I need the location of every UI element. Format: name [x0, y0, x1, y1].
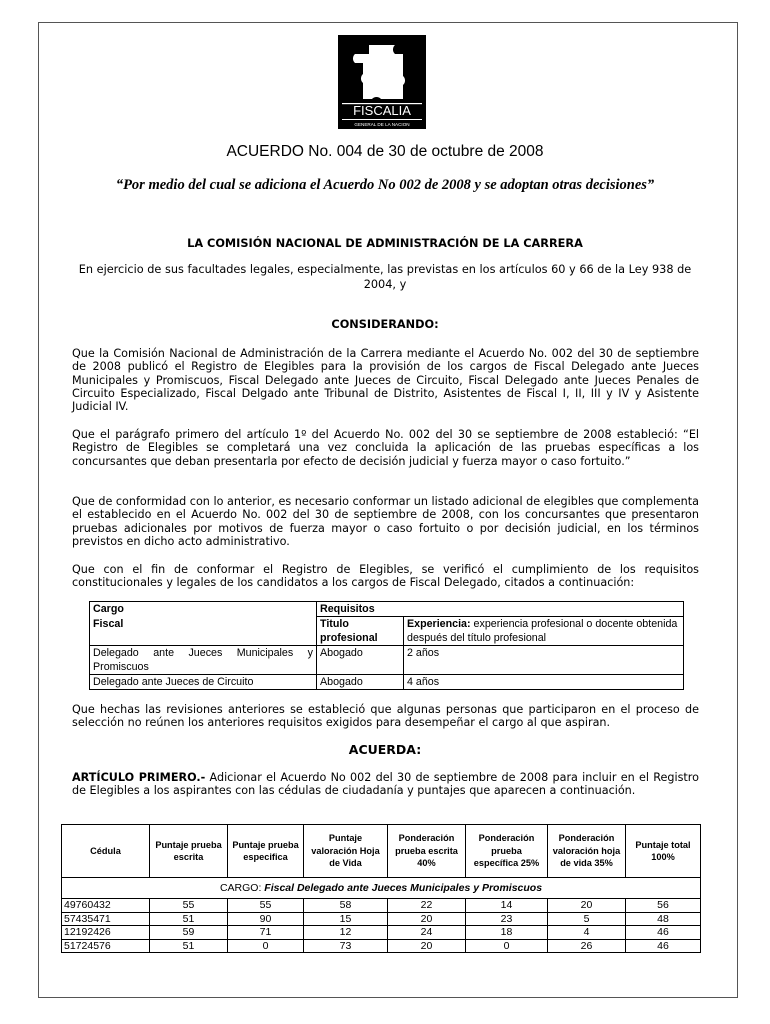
commission-heading: LA COMISIÓN NACIONAL DE ADMINISTRACIÓN DE LA CARRERA [187, 237, 583, 250]
table-row [62, 939, 701, 953]
paragraph-2: Que el parágrafo primero del artículo 1º del Acuerdo No. 002 del 30 se septiembre de 2008 estableció: “El Registro de Elegibles se completará una vez concluida la aplicación de las pruebas específicas a los concursantes que deban presentarla por efecto de decisión judicial y fuerza mayor o caso fortuito.” [72, 428, 699, 468]
cell-total: 48 [626, 912, 701, 926]
scores-table [61, 824, 701, 953]
col-puntaje-especifica: Puntaje prueba especifica [228, 825, 304, 878]
cell: 20 [388, 912, 466, 926]
col-pond-especifica: Ponderación prueba específica 25% [466, 825, 548, 878]
cell: 24 [388, 926, 466, 940]
cell: 22 [388, 899, 466, 913]
cell: 55 [150, 899, 228, 913]
article-text: Adicionar el Acuerdo No 002 del 30 de septiembre de 2008 para incluir en el Registro de Elegibles a los aspirantes con las cédulas de ciudadanía y puntajes que aparecen a continuación. [72, 771, 699, 798]
exercise-statement: En ejercicio de sus facultades legales, especialmente, las previstas en los artículos 60 y 66 de la Ley 938 de 2004, y [78, 263, 692, 291]
table-row [90, 646, 684, 675]
table-row [62, 926, 701, 940]
cell: 55 [228, 899, 304, 913]
req-exp-label: Experiencia: [407, 618, 471, 630]
req-sub-fiscal: Fiscal [90, 617, 317, 646]
req-head-requisitos: Requisitos [317, 602, 684, 617]
cell: 90 [228, 912, 304, 926]
req-head-cargo: Cargo [90, 602, 317, 617]
acuerda-heading: ACUERDA: [348, 742, 422, 757]
req-sub-titulo: Titulo profesional [317, 617, 404, 646]
cell: 4 [548, 926, 626, 940]
article-label: ARTÍCULO PRIMERO.- [72, 771, 206, 784]
article-one [72, 771, 699, 798]
cell: 73 [304, 939, 388, 953]
document-subtitle: “Por medio del cual se adiciona el Acuerdo No 002 de 2008 y se adoptan otras decisiones” [115, 177, 655, 193]
cargo-row [62, 878, 701, 899]
fiscalia-logo [338, 35, 426, 129]
cargo-label: CARGO: [219, 881, 262, 894]
cell: 0 [228, 939, 304, 953]
cell: 0 [466, 939, 548, 953]
col-pond-hv: Ponderación valoración hoja de vida 35% [548, 825, 626, 878]
cell: 18 [466, 926, 548, 940]
table-row [62, 899, 701, 913]
cargo-cell [62, 878, 701, 899]
cell: 23 [466, 912, 548, 926]
cell: 71 [228, 926, 304, 940]
cell: 20 [388, 939, 466, 953]
cell: 14 [466, 899, 548, 913]
cell: 12 [304, 926, 388, 940]
requirements-table [89, 601, 684, 690]
req-cargo: Delegado ante Jueces de Circuito [90, 675, 317, 690]
document-title: ACUERDO No. 004 de 30 de octubre de 2008 [226, 143, 544, 160]
cell: 51 [150, 939, 228, 953]
cell-cedula: 57435471 [62, 912, 150, 926]
cell-cedula: 12192426 [62, 926, 150, 940]
requirements-subheader-row [90, 617, 684, 646]
table-row [90, 675, 684, 690]
paragraph-4: Que con el fin de conformar el Registro de Elegibles, se verificó el cumplimiento de los requisitos constitucionales y legales de los candidatos a los cargos de Fiscal Delegado, citados a continuación: [72, 563, 699, 590]
cargo-value: Fiscal Delegado ante Jueces Municipales y Promiscuos [264, 881, 543, 894]
col-puntaje-escrita: Puntaje prueba escrita [150, 825, 228, 878]
cell-total: 46 [626, 939, 701, 953]
logo-name: FISCALIA [353, 103, 411, 118]
cell-total: 56 [626, 899, 701, 913]
scores-header-row [62, 825, 701, 878]
requirements-header-row [90, 602, 684, 617]
cell: 20 [548, 899, 626, 913]
cell: 26 [548, 939, 626, 953]
col-total: Puntaje total 100% [626, 825, 701, 878]
req-sub-experiencia [404, 617, 684, 646]
cell-cedula: 49760432 [62, 899, 150, 913]
cell: 59 [150, 926, 228, 940]
cell: 58 [304, 899, 388, 913]
cell-cedula: 51724576 [62, 939, 150, 953]
cell: 5 [548, 912, 626, 926]
req-experiencia: 2 años [404, 646, 684, 675]
req-experiencia: 4 años [404, 675, 684, 690]
col-cedula: Cédula [62, 825, 150, 878]
paragraph-5: Que hechas las revisiones anteriores se estableció que algunas personas que participaron en el proceso de selección no reúnen los anteriores requisitos exigidos para desempeñar el cargo al que aspiran. [72, 703, 699, 730]
col-pond-escrita: Ponderación prueba escrita 40% [388, 825, 466, 878]
cell: 51 [150, 912, 228, 926]
considerando-heading: CONSIDERANDO: [331, 318, 439, 331]
req-titulo: Abogado [317, 675, 404, 690]
paragraph-3: Que de conformidad con lo anterior, es necesario conformar un listado adicional de elegibles que complementa el establecido en el Acuerdo No. 002 del 30 de septiembre de 2008, con los concursantes que presentaron pruebas adicionales por motivos de fuerza mayor o caso fortuito o por decisión judicial, en los términos previstos en dicho acto administrativo. [72, 495, 699, 548]
table-row [62, 912, 701, 926]
col-valoracion-hv: Puntaje valoración Hoja de Vida [304, 825, 388, 878]
paragraph-1: Que la Comisión Nacional de Administración de la Carrera mediante el Acuerdo No. 002 del 30 de septiembre de 2008 publicó el Registro de Elegibles para la provisión de los cargos de Fiscal Delegado ante Jueces Municipales y Promiscuos, Fiscal Delegado ante Jueces de Circuito, Fiscal Delegado ante Jueces Penales de Circuito Especializado, Fiscal Delgado ante Tribunal de Distrito, Asistentes de Fiscal I, II, III y IV y Asistente Judicial IV. [72, 347, 699, 414]
req-titulo: Abogado [317, 646, 404, 675]
logo-tagline: GENERAL DE LA NACION [354, 122, 410, 127]
req-cargo: Delegado ante Jueces Municipales y Promiscuos [90, 646, 317, 675]
cell-total: 46 [626, 926, 701, 940]
req-exp-text: experiencia profesional o docente obtenida después del título profesional [407, 618, 678, 644]
cell: 15 [304, 912, 388, 926]
